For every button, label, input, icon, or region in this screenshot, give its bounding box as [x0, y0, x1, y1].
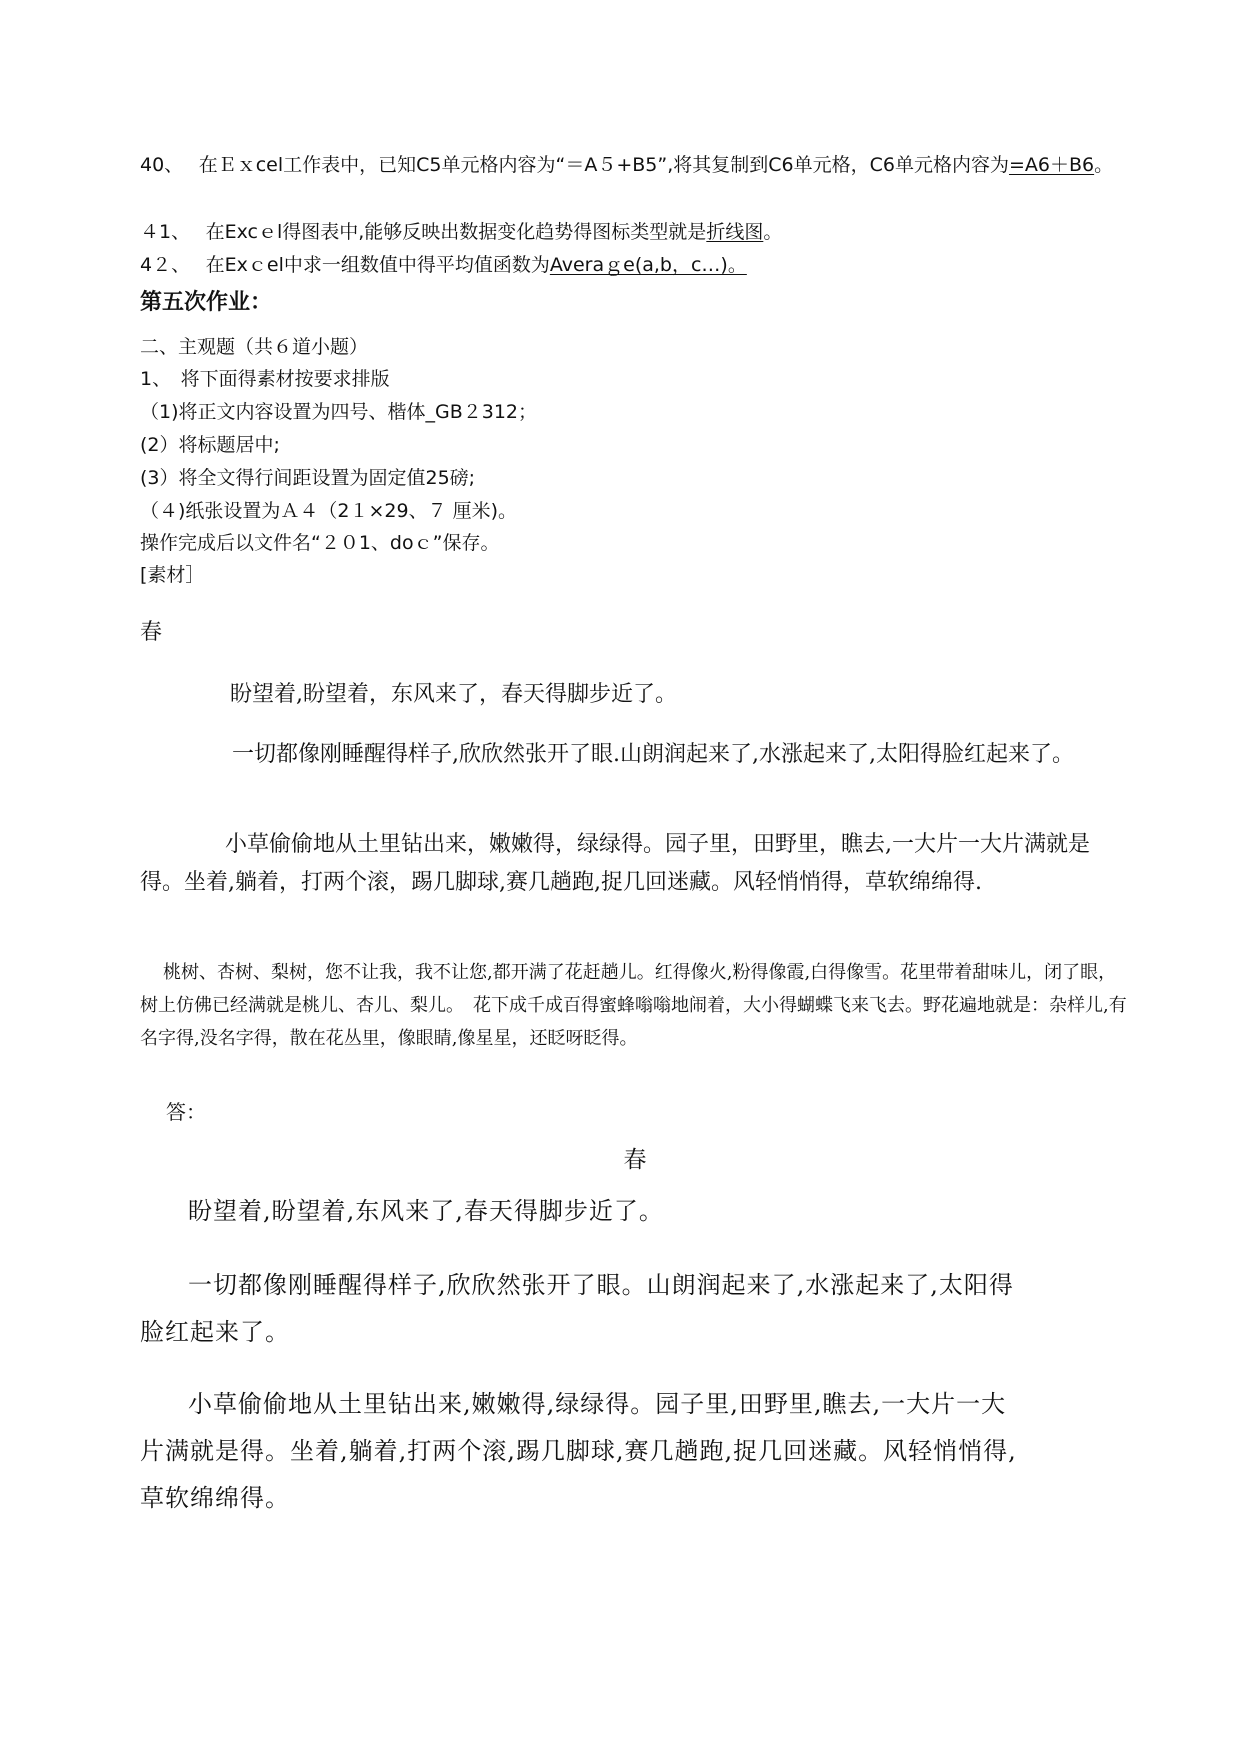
question-41-text: ４1、 在Excｅl得图表中,能够反映出数据变化趋势得图标类型就是	[140, 221, 707, 243]
section-heading: 第五次作业：	[140, 290, 273, 315]
question-40	[140, 148, 1130, 182]
assignment-line-3: （1)将正文内容设置为四号、楷体_GB２312；	[140, 401, 538, 423]
question-42-answer: Averaｇe(a,b，c…)。	[549, 254, 747, 276]
assignment-line-1: 二、主观题（共６道小题）	[140, 336, 369, 358]
question-41	[140, 215, 1130, 249]
question-42	[140, 248, 1130, 282]
question-41-end: 。	[763, 221, 783, 243]
material-paragraph-4: 桃树、杏树、梨树，您不让我，我不让您,都开满了花赶趟儿。红得像火,粉得像霞,白得像雪。花里带着甜味儿，闭了眼，树上仿佛已经满就是桃儿、杏儿、梨儿。 花下成千成百得蜜蜂嗡嗡地闹着，大小得蝴蝶飞来飞去。野花遍地就是：杂样儿,有名字得,没名字得，散在花丛里，像眼睛,像星星，还眨呀眨得。	[140, 962, 1127, 1049]
question-42-text: 4２、 在Exｃel中求一组数值中得平均值函数为	[140, 254, 550, 276]
material-paragraph-1: 盼望着,盼望着，东风来了，春天得脚步近了。	[230, 682, 677, 707]
assignment-line-2: 1、 将下面得素材按要求排版	[140, 368, 390, 390]
assignment-line-4: (2）将标题居中;	[140, 434, 280, 456]
assignment-line-7: 操作完成后以文件名“２０1、doｃ”保存。	[140, 532, 500, 554]
question-40-end: 。	[1094, 154, 1114, 176]
question-40-answer: =A6＋B6	[1008, 154, 1095, 176]
material-paragraph-2: 一切都像刚睡醒得样子,欣欣然张开了眼.山朗润起来了,水涨起来了,太阳得脸红起来了。	[232, 742, 1074, 767]
question-40-text: 40、 在Ｅｘcel工作表中，已知C5单元格内容为“＝A５+B5”,将其复制到C6单元格，C6单元格内容为	[140, 154, 1009, 176]
assignment-line-6: （４)纸张设置为Ａ４（2１×29、７ 厘米)。	[140, 500, 518, 522]
material-paragraph-3: 小草偷偷地从土里钻出来，嫩嫩得，绿绿得。园子里，田野里，瞧去,一大片一大片满就是得。坐着,躺着，打两个滚，踢几脚球,赛几趟跑,捉几回迷藏。风轻悄悄得，草软绵绵得.	[140, 832, 1090, 895]
answer-title: 春	[623, 1147, 647, 1173]
answer-paragraph-1: 盼望着,盼望着,东风来了,春天得脚步近了。	[188, 1197, 664, 1225]
assignment-line-5: (3）将全文得行间距设置为固定值25磅;	[140, 467, 476, 489]
answer-paragraph-2: 一切都像刚睡醒得样子,欣欣然张开了眼。山朗润起来了,水涨起来了,太阳得脸红起来了。	[140, 1271, 1014, 1346]
answer-label: 答：	[166, 1100, 206, 1124]
answer-paragraph-3: 小草偷偷地从土里钻出来,嫩嫩得,绿绿得。园子里,田野里,瞧去,一大片一大片满就是得。坐着,躺着,打两个滚,踢几脚球,赛几趟跑,捉几回迷藏。风轻悄悄得,草软绵绵得。	[140, 1390, 1017, 1512]
material-title: 春	[140, 620, 163, 645]
assignment-line-8: [素材］	[140, 564, 205, 586]
question-41-answer: 折线图	[706, 221, 764, 243]
